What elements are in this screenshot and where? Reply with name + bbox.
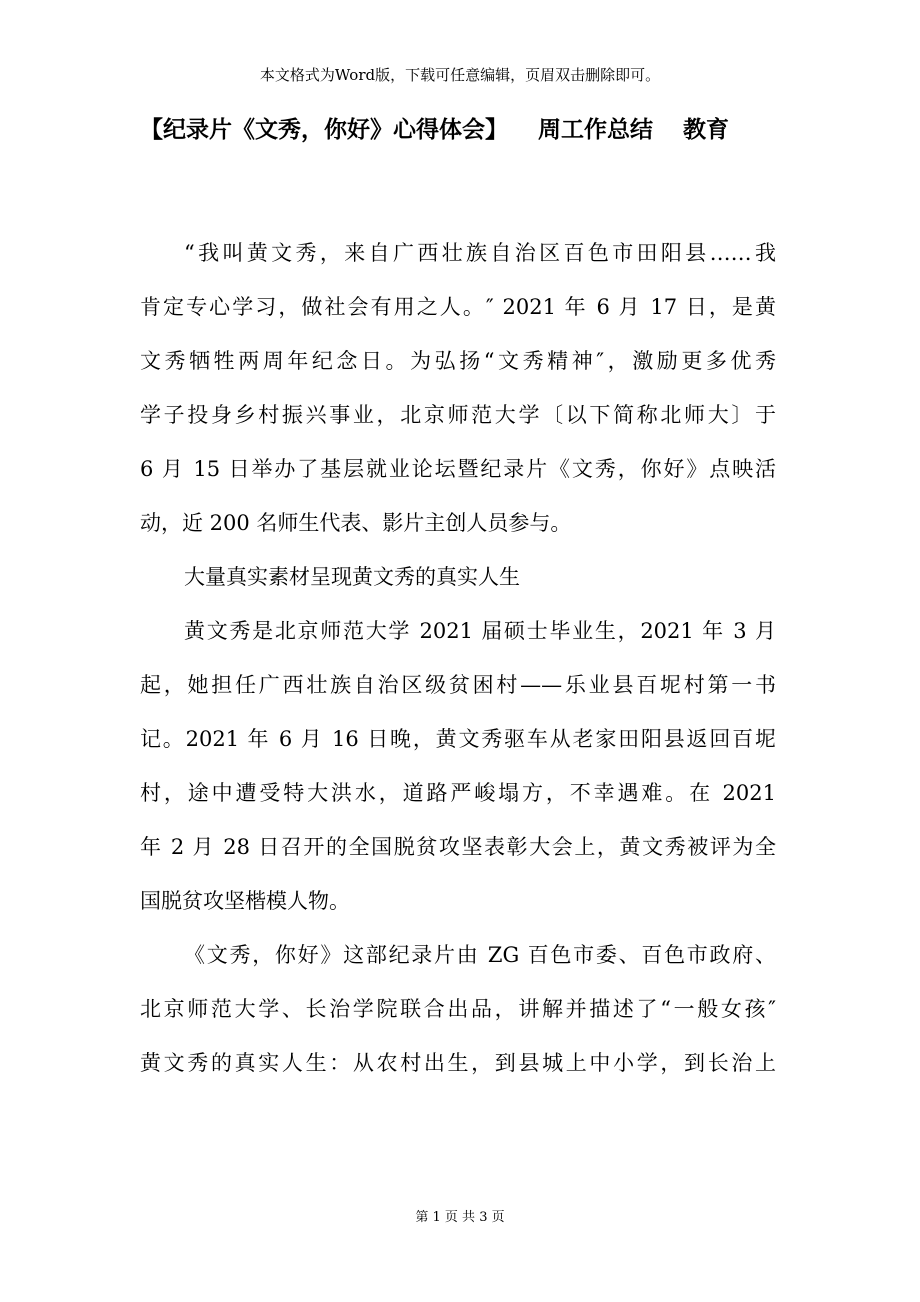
text-line: 6 月 15 日举办了基层就业论坛暨纪录片《文秀，你好》点映活: [140, 457, 776, 481]
text-line: 肯定专心学习，做社会有用之人。″ 2021 年 6 月 17 日，是黄: [140, 295, 776, 319]
paragraph: [140, 604, 776, 928]
text-line: 学子投身乡村振兴事业，北京师范大学〔以下简称北师大〕于: [140, 403, 776, 427]
header-note: 本文格式为Word版，下载可任意编辑，页眉双击删除即可。: [259, 66, 661, 84]
title-category-1: 周工作总结: [538, 116, 653, 143]
text-line: 《文秀，你好》这部纪录片由 ZG 百色市委、百色市政府、: [184, 943, 776, 967]
text-line: 北京师范大学、长治学院联合出品，讲解并描述了“一般女孩″: [140, 997, 776, 1021]
text-line: 年 2 月 28 日召开的全国脱贫攻坚表彰大会上，黄文秀被评为全: [140, 835, 776, 859]
text-line: “我叫黄文秀，来自广西壮族自治区百色市田阳县……我: [184, 241, 776, 265]
text-line: 黄文秀的真实人生：从农村出生，到县城上中小学，到长治上: [140, 1051, 776, 1075]
title-category-2: 教育: [683, 116, 729, 143]
text-line: 记。2021 年 6 月 16 日晚，黄文秀驱车从老家田阳县返回百坭: [140, 727, 776, 751]
text-line: 动，近 200 名师生代表、影片主创人员参与。: [140, 511, 572, 535]
document-body: [140, 226, 776, 1090]
text-line: 起，她担任广西壮族自治区级贫困村——乐业县百坭村第一书: [140, 673, 776, 697]
text-line: 国脱贫攻坚楷模人物。: [140, 889, 350, 913]
document-title: [140, 112, 800, 148]
paragraph: [140, 928, 776, 1090]
text-line: 村，途中遭受特大洪水，道路严峻塌方，不幸遇难。在 2021: [140, 781, 776, 805]
paragraph: [140, 226, 776, 550]
text-line: 文秀牺牲两周年纪念日。为弘扬“文秀精神″，激励更多优秀: [140, 349, 776, 373]
paragraph-subheading: [140, 550, 776, 604]
text-line: 大量真实素材呈现黄文秀的真实人生: [184, 565, 520, 589]
page-footer: 第 1 页 共 3 页: [415, 1210, 505, 1225]
title-main: 【纪录片《文秀，你好》心得体会】: [140, 116, 508, 143]
text-line: 黄文秀是北京师范大学 2021 届硕士毕业生，2021 年 3 月: [184, 619, 776, 643]
